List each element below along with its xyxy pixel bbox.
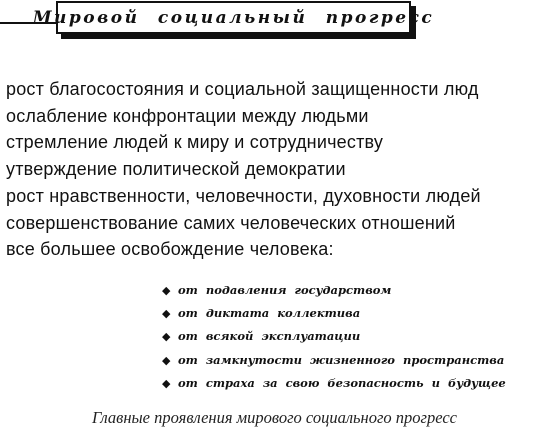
list-item: рост нравственности, человечности, духовности людей — [6, 185, 481, 206]
list-item: рост благосостояния и социальной защищенности люд — [6, 79, 479, 99]
list-item: все большее освобождение человека: — [6, 239, 334, 260]
sub-list-item-label: от подавления государством — [178, 283, 392, 297]
diamond-bullet-icon: ◆ — [162, 376, 171, 390]
sub-list-item — [162, 279, 506, 302]
sub-list-item-label: от диктата коллектива — [178, 306, 361, 321]
sub-list-item — [162, 349, 506, 372]
liberation-list — [162, 279, 506, 395]
list-item: ослабление конфронтации между людьми — [6, 105, 369, 126]
sub-list-item — [162, 302, 506, 325]
list-item: стремление людей к миру и сотрудничеству — [6, 132, 384, 153]
diamond-bullet-icon: ◆ — [162, 353, 171, 367]
progress-list — [6, 76, 481, 263]
sub-list-item — [162, 325, 506, 348]
diamond-bullet-icon: ◆ — [162, 307, 171, 321]
sub-list-item-label: от замкнутости жизненного пространства — [178, 352, 505, 367]
list-item: утверждение политической демократии — [6, 159, 346, 180]
list-item: совершенствование самих человеческих отношений — [6, 212, 456, 233]
sub-list-item — [162, 372, 506, 395]
sub-list-item-label: от всякой эксплуатации — [178, 329, 361, 344]
caption: Главные проявления мирового социального прогресс — [92, 408, 457, 427]
diamond-bullet-icon: ◆ — [162, 284, 171, 297]
page-title: Мировой социальный прогресс — [32, 7, 435, 28]
sub-list-item-label: от страха за свою безопасность и будущее — [178, 375, 506, 390]
diamond-bullet-icon: ◆ — [162, 330, 171, 344]
